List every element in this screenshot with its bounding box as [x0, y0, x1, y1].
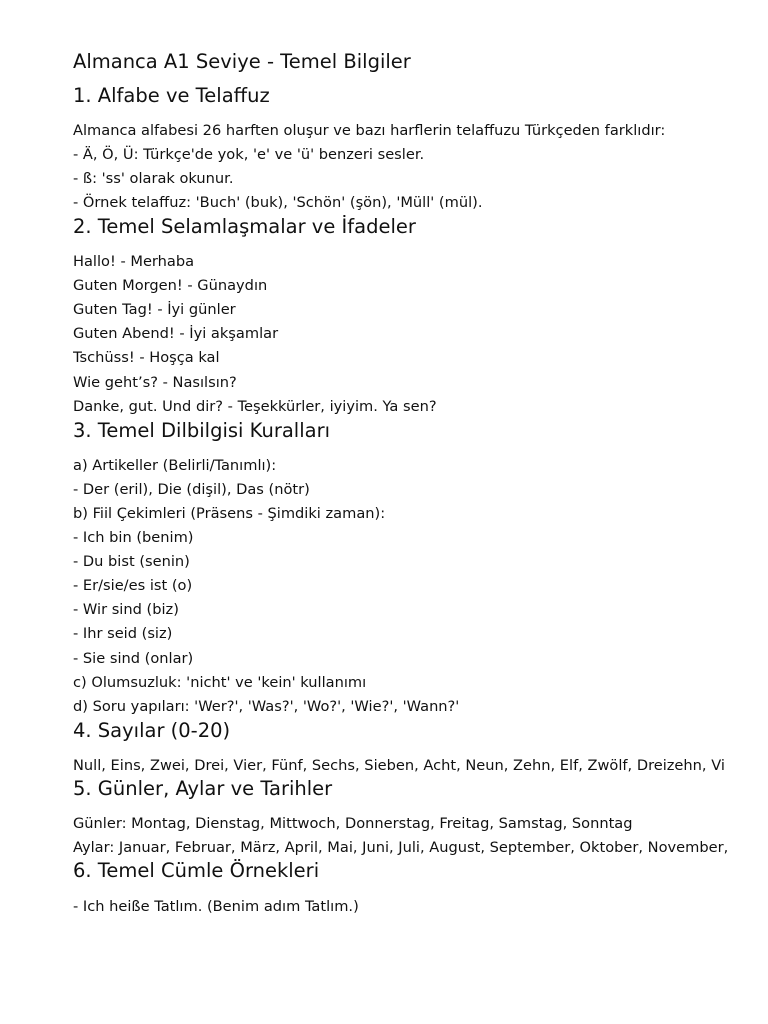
section-line: d) Soru yapıları: 'Wer?', 'Was?', 'Wo?', 'Wie?', 'Wann?' — [73, 698, 460, 715]
section-line: Guten Tag! - İyi günler — [73, 301, 236, 318]
section-line: - ß: 'ss' olarak okunur. — [73, 170, 234, 187]
document-page — [73, 0, 768, 1024]
section-line: Günler: Montag, Dienstag, Mittwoch, Donnerstag, Freitag, Samstag, Sonntag — [73, 815, 633, 832]
section-heading-selamlasmalar: 2. Temel Selamlaşmalar ve İfadeler — [73, 215, 416, 238]
section-line: Wie geht’s? - Nasılsın? — [73, 374, 237, 391]
section-line: c) Olumsuzluk: 'nicht' ve 'kein' kullanımı — [73, 674, 367, 691]
document-title: Almanca A1 Seviye - Temel Bilgiler — [73, 50, 411, 73]
section-heading-sayilar: 4. Sayılar (0-20) — [73, 719, 231, 742]
section-line: - Ä, Ö, Ü: Türkçe'de yok, 'e' ve 'ü' benzeri sesler. — [73, 146, 425, 163]
section-line: Null, Eins, Zwei, Drei, Vier, Fünf, Sechs, Sieben, Acht, Neun, Zehn, Elf, Zwölf, Dreizehn, Vi — [73, 757, 725, 774]
section-line: - Ich bin (benim) — [73, 529, 194, 546]
section-line: - Ihr seid (siz) — [73, 625, 173, 642]
section-line: Guten Abend! - İyi akşamlar — [73, 325, 279, 342]
section-line: Aylar: Januar, Februar, März, April, Mai, Juni, Juli, August, September, Oktober, November, — [73, 839, 729, 856]
section-line: Almanca alfabesi 26 harften oluşur ve bazı harflerin telaffuzu Türkçeden farklıdır: — [73, 122, 666, 139]
section-heading-alfabe: 1. Alfabe ve Telaffuz — [73, 84, 270, 107]
section-line: Danke, gut. Und dir? - Teşekkürler, iyiyim. Ya sen? — [73, 398, 437, 415]
section-line: Guten Morgen! - Günaydın — [73, 277, 268, 294]
section-line: - Ich heiße Tatlım. (Benim adım Tatlım.) — [73, 898, 359, 915]
section-heading-gunler-aylar: 5. Günler, Aylar ve Tarihler — [73, 777, 333, 800]
section-line: b) Fiil Çekimleri (Präsens - Şimdiki zaman): — [73, 505, 386, 522]
section-heading-cumle-ornekleri: 6. Temel Cümle Örnekleri — [73, 859, 320, 882]
section-line: - Wir sind (biz) — [73, 601, 179, 618]
section-line: - Er/sie/es ist (o) — [73, 577, 193, 594]
section-line: - Du bist (senin) — [73, 553, 190, 570]
section-line: a) Artikeller (Belirli/Tanımlı): — [73, 457, 277, 474]
section-line: - Der (eril), Die (dişil), Das (nötr) — [73, 481, 310, 498]
section-line: - Sie sind (onlar) — [73, 650, 194, 667]
section-line: Tschüss! - Hoşça kal — [73, 349, 220, 366]
section-heading-dilbilgisi: 3. Temel Dilbilgisi Kuralları — [73, 419, 331, 442]
section-line: - Örnek telaffuz: 'Buch' (buk), 'Schön' (şön), 'Müll' (mül). — [73, 194, 483, 211]
section-line: Hallo! - Merhaba — [73, 253, 195, 270]
